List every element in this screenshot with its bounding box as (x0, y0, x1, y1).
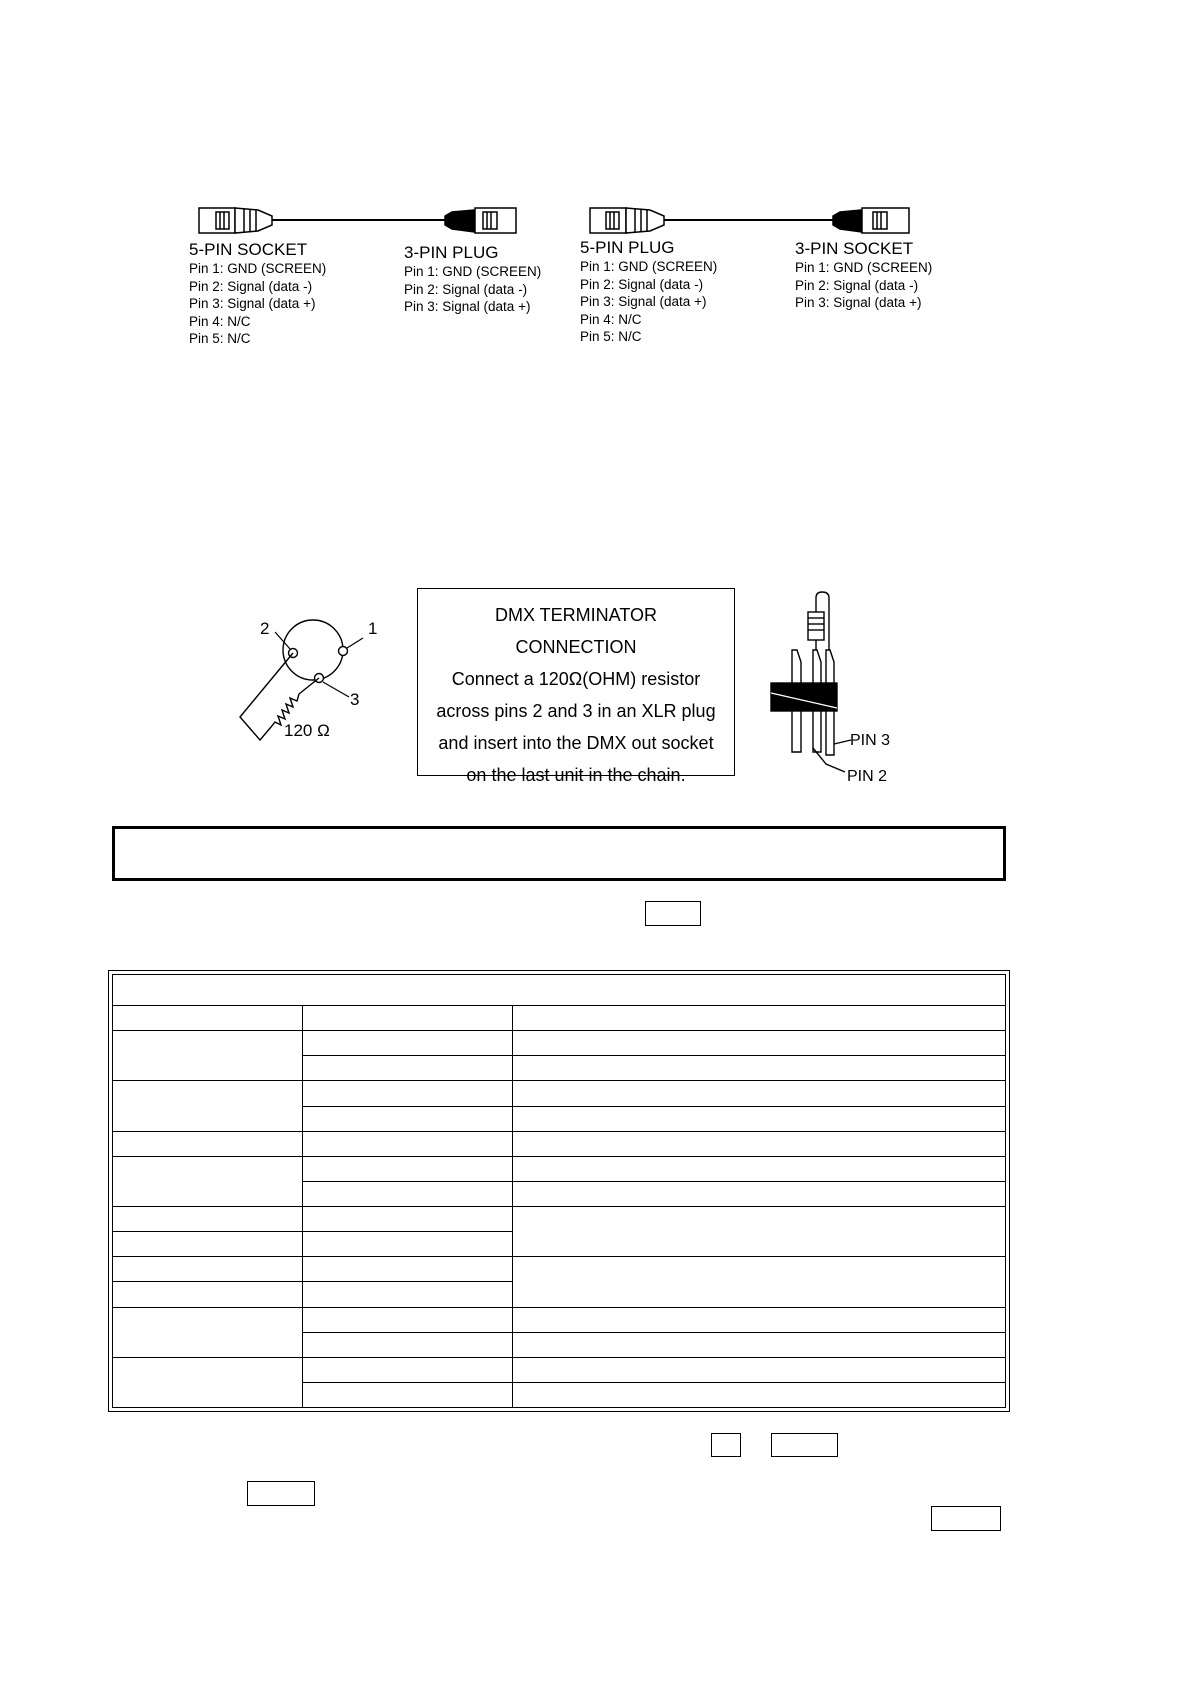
right-socket-block (795, 239, 932, 312)
table-cell (303, 1307, 513, 1332)
pin3-label: PIN 3 (850, 732, 891, 749)
table-header-cell (113, 975, 1006, 1006)
pin-line: Pin 2: Signal (data -) (189, 278, 313, 294)
table-row (113, 1257, 1006, 1282)
xlr-pin-1-label: 1 (368, 619, 378, 638)
resistor-value-label: 120 Ω (284, 721, 330, 740)
key-box (711, 1433, 741, 1457)
table-cell (113, 1207, 303, 1232)
right-socket-pins (795, 259, 932, 312)
pin-line: Pin 4: N/C (189, 313, 251, 329)
table-row (113, 1031, 1006, 1056)
terminator-line: and insert into the DMX out socket (438, 733, 714, 753)
table-row (113, 1006, 1006, 1031)
table-row (113, 1131, 1006, 1156)
table-row (113, 975, 1006, 1006)
table-cell (513, 1031, 1006, 1056)
table-cell (303, 1156, 513, 1181)
pin-line: Pin 3: Signal (data +) (795, 295, 922, 310)
table-cell (303, 1382, 513, 1407)
table-cell (303, 1181, 513, 1206)
table-cell (303, 1106, 513, 1131)
pin-line: Pin 5: N/C (580, 329, 642, 344)
table-cell (303, 1056, 513, 1081)
table-cell (513, 1307, 1006, 1332)
key-box (931, 1506, 1001, 1531)
pin-line: Pin 2: Signal (data -) (580, 276, 704, 292)
terminator-line: DMX TERMINATOR (494, 605, 657, 625)
table-cell (303, 1357, 513, 1382)
table-cell (513, 1357, 1006, 1382)
xlr-pin-2-label: 2 (260, 619, 270, 638)
key-box (247, 1481, 315, 1506)
table-cell (113, 1232, 303, 1257)
table-cell (513, 1156, 1006, 1181)
table-cell (113, 1257, 303, 1282)
left-socket-title: 5-PIN SOCKET (189, 240, 308, 259)
table-cell (513, 1081, 1006, 1106)
left-socket-pins (189, 260, 326, 348)
pin-line: Pin 2: Signal (data -) (404, 281, 528, 297)
xlr-pin-1 (339, 647, 348, 656)
table-cell (113, 1081, 303, 1131)
terminator-line: across pins 2 and 3 in an XLR plug (436, 701, 716, 721)
left-plug-pins (404, 263, 541, 316)
table-cell (513, 1006, 1006, 1031)
pin-line: Pin 1: GND (SCREEN) (189, 261, 327, 276)
table-cell (513, 1382, 1006, 1407)
table-row (113, 1357, 1006, 1382)
left-socket-block (189, 240, 326, 348)
table-cell (513, 1257, 1006, 1307)
table-cell (303, 1081, 513, 1106)
pin-line: Pin 5: N/C (189, 331, 251, 346)
pin-line: Pin 3: Signal (data +) (580, 294, 707, 309)
terminator-line: Connect a 120Ω(OHM) resistor (451, 669, 701, 689)
xlr-resistor-diagram (225, 605, 405, 750)
xlr-plug-side-diagram (765, 585, 900, 790)
table-cell (303, 1207, 513, 1232)
pin-line: Pin 2: Signal (data -) (795, 277, 919, 293)
pin-line: Pin 1: GND (SCREEN) (580, 259, 718, 274)
menu-table (112, 974, 1006, 1408)
right-plug-pins (580, 258, 717, 346)
pin-line: Pin 3: Signal (data +) (189, 296, 316, 311)
key-box (771, 1433, 838, 1457)
table-cell (113, 1131, 303, 1156)
table-cell (513, 1207, 1006, 1257)
table-cell (303, 1332, 513, 1357)
table-cell (113, 1031, 303, 1081)
table-cell (513, 1056, 1006, 1081)
cable-right (590, 208, 909, 233)
terminator-line: on the last unit in the chain. (466, 765, 686, 785)
table-cell (113, 1307, 303, 1357)
right-plug-block (580, 238, 717, 346)
left-plug-block (404, 243, 541, 316)
right-socket-title: 3-PIN SOCKET (795, 239, 914, 258)
table-row (113, 1081, 1006, 1106)
pin-line: Pin 4: N/C (580, 311, 642, 327)
table-cell (113, 1282, 303, 1307)
table-cell (303, 1131, 513, 1156)
table-cell (113, 1156, 303, 1206)
table-cell (303, 1232, 513, 1257)
key-box (645, 901, 701, 926)
pin-line: Pin 1: GND (SCREEN) (404, 264, 542, 279)
pin-line: Pin 1: GND (SCREEN) (795, 260, 933, 275)
table-cell (113, 1357, 303, 1407)
xlr-pin-3-label: 3 (350, 690, 360, 709)
table-row (113, 1156, 1006, 1181)
table-cell (513, 1181, 1006, 1206)
left-plug-title: 3-PIN PLUG (404, 243, 499, 262)
table-cell (303, 1006, 513, 1031)
table-cell (303, 1031, 513, 1056)
table-row (113, 1207, 1006, 1232)
pin2-label: PIN 2 (847, 768, 888, 785)
terminator-line: CONNECTION (515, 637, 637, 657)
dmx-terminator-box (417, 588, 735, 785)
cable-left (199, 208, 516, 233)
table-cell (513, 1332, 1006, 1357)
table-row (113, 1307, 1006, 1332)
right-plug-title: 5-PIN PLUG (580, 238, 675, 257)
table-cell (303, 1257, 513, 1282)
table-cell (513, 1106, 1006, 1131)
table-cell (513, 1131, 1006, 1156)
section-heading-box (112, 826, 1006, 881)
table-cell (303, 1282, 513, 1307)
pin-line: Pin 3: Signal (data +) (404, 299, 531, 314)
table-cell (113, 1006, 303, 1031)
